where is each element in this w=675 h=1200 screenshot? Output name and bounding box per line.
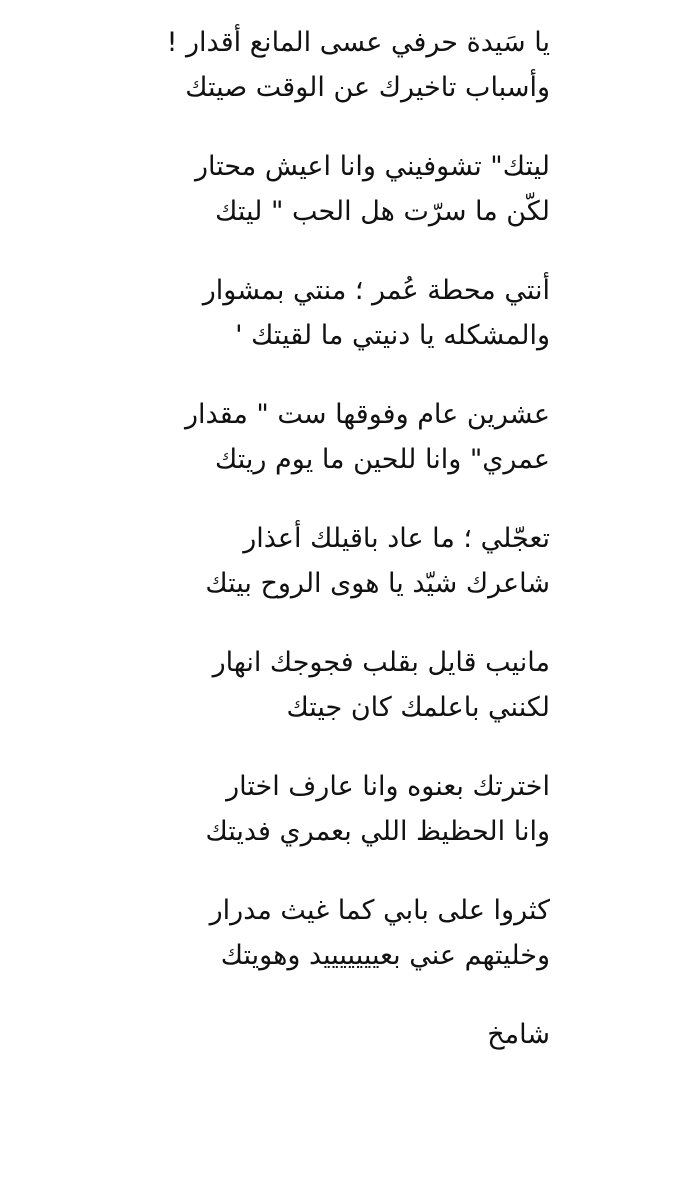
poem-line: وأسباب تاخيرك عن الوقت صيتك [185,72,550,103]
poem-line: تعجّلي ؛ ما عاد باقيلك أعذار [243,523,550,554]
poem-line: مانيب قايل بقلب فجوجك انهار [212,647,550,678]
stanza-8 [60,888,550,978]
poem-line: والمشكله يا دنيتي ما لقيتك ' [235,320,550,351]
stanza-7 [60,764,550,854]
stanza-1 [60,20,550,110]
poem-line: عشرين عام وفوقها ست " مقدار [185,399,550,430]
poem-line: اخترتك بعنوه وانا عارف اختار [226,771,550,802]
poem-line: أنتي محطة عُمر ؛ منتي بمشوار [202,275,550,306]
poem-line: ليتك" تشوفيني وانا اعيش محتار [194,151,550,182]
poem-line: يا سَيدة حرفي عسى المانع أقدار ! [166,27,550,58]
poem-line: لكنني باعلمك كان جيتك [286,692,550,723]
stanza-5 [60,516,550,606]
stanza-2 [60,144,550,234]
poem-note [60,20,550,1057]
poem-line: عمري" وانا للحين ما يوم ريتك [215,444,550,475]
poem-line: كثروا على بابي كما غيث مدرار [209,895,550,926]
poem-line: وخليتهم عني بعيييييييد وهويتك [220,940,550,971]
poem-line: شاعرك شيّد يا هوى الروح بيتك [205,568,550,599]
stanza-4 [60,392,550,482]
stanza-6 [60,640,550,730]
poem-line: لكّن ما سرّت هل الحب " ليتك [215,196,550,227]
poet-signature: شامخ [487,1019,550,1050]
poem-line: وانا الحظيظ اللي بعمري فديتك [205,816,550,847]
stanza-3 [60,268,550,358]
